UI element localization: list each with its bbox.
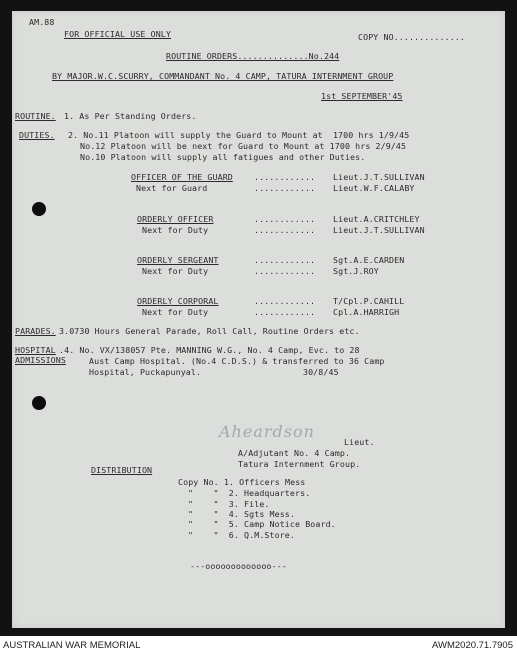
roster-dots: ............ [254, 266, 316, 276]
roster-dots: ............ [254, 183, 316, 193]
distribution-item: " " 3. File. [188, 499, 270, 509]
roster-next-label: Next for Duty [142, 225, 209, 235]
roster-dots: ............ [254, 296, 316, 306]
roster-name: T/Cpl.P.CAHILL [333, 296, 405, 306]
footer-institution: AUSTRALIAN WAR MEMORIAL [3, 640, 141, 651]
duties-line: No.10 Platoon will supply all fatigues and other Duties. [80, 152, 366, 162]
roster-next-name: Lieut.J.T.SULLIVAN [333, 225, 425, 235]
roster-role: ORDERLY CORPORAL [137, 296, 219, 306]
distribution-item: " " 6. Q.M.Store. [188, 530, 295, 540]
form-number: AM.88 [29, 17, 55, 27]
hospital-line: Hospital, Puckapunyal. 30/8/45 [89, 367, 339, 377]
signatory-title: A/Adjutant No. 4 Camp. [238, 448, 351, 458]
roster-name: Lieut.J.T.SULLIVAN [333, 172, 425, 182]
punch-hole-upper [32, 202, 46, 216]
issued-by-line: BY MAJOR.W.C.SCURRY, COMMANDANT No. 4 CAMP, TATURA INTERNMENT GROUP [52, 71, 394, 81]
order-date: 1st SEPTEMBER'45 [321, 91, 403, 101]
distribution-item: " " 4. Sgts Mess. [188, 509, 295, 519]
footer-reference: AWM2020.71.7905 [432, 640, 513, 651]
routine-label: ROUTINE. [15, 111, 56, 121]
admissions-label: ADMISSIONS [15, 355, 66, 365]
roster-dots: ............ [254, 255, 316, 265]
hospital-line: Aust Camp Hospital. (No.4 C.D.S.) & transferred to 36 Camp [89, 356, 385, 366]
distribution-item: Copy No. 1. Officers Mess [178, 477, 306, 487]
handwritten-signature: Aheardson [219, 422, 315, 441]
roster-role: ORDERLY OFFICER [137, 214, 214, 224]
routine-text: 1. As Per Standing Orders. [64, 111, 197, 121]
distribution-title: DISTRIBUTION [91, 465, 153, 475]
roster-next-name: Lieut.W.F.CALABY [333, 183, 415, 193]
roster-name: Lieut.A.CRITCHLEY [333, 214, 420, 224]
roster-next-label: Next for Duty [142, 266, 209, 276]
roster-dots: ............ [254, 307, 316, 317]
punch-hole-lower [32, 396, 46, 410]
roster-next-label: Next for Guard [136, 183, 208, 193]
roster-next-name: Cpl.A.HARRIGH [333, 307, 400, 317]
document-title: ROUTINE ORDERS..............No.244 [166, 51, 340, 61]
hospital-label: HOSPITAL [15, 345, 56, 355]
signatory-unit: Tatura Internment Group. [238, 459, 361, 469]
duties-label: DUTIES. [19, 130, 55, 140]
copy-number: COPY NO.............. [358, 32, 465, 42]
parades-text: 3.0730 Hours General Parade, Roll Call, Routine Orders etc. [59, 326, 360, 336]
roster-dots: ............ [254, 214, 316, 224]
distribution-item: " " 5. Camp Notice Board. [188, 519, 336, 529]
signatory-rank: Lieut. [344, 437, 375, 447]
roster-name: Sgt.A.E.CARDEN [333, 255, 405, 265]
duties-line: 2. No.11 Platoon will supply the Guard to Mount at 1700 hrs 1/9/45 [68, 130, 410, 140]
roster-dots: ............ [254, 225, 316, 235]
classification-label: FOR OFFICIAL USE ONLY [64, 29, 171, 39]
roster-next-name: Sgt.J.ROY [333, 266, 379, 276]
roster-role: ORDERLY SERGEANT [137, 255, 219, 265]
roster-dots: ............ [254, 172, 316, 182]
parades-label: PARADES. [15, 326, 56, 336]
end-mark: ---ooooooooooooo--- [190, 561, 287, 571]
roster-next-label: Next for Duty [142, 307, 209, 317]
roster-role: OFFICER OF THE GUARD [131, 172, 233, 182]
distribution-item: " " 2. Headquarters. [188, 488, 311, 498]
duties-line: No.12 Platoon will be next for Guard to Mount at 1700 hrs 2/9/45 [80, 141, 407, 151]
hospital-line: .4. No. VX/138057 Pte. MANNING W.G., No. 4 Camp, Evc. to 28 [59, 345, 360, 355]
